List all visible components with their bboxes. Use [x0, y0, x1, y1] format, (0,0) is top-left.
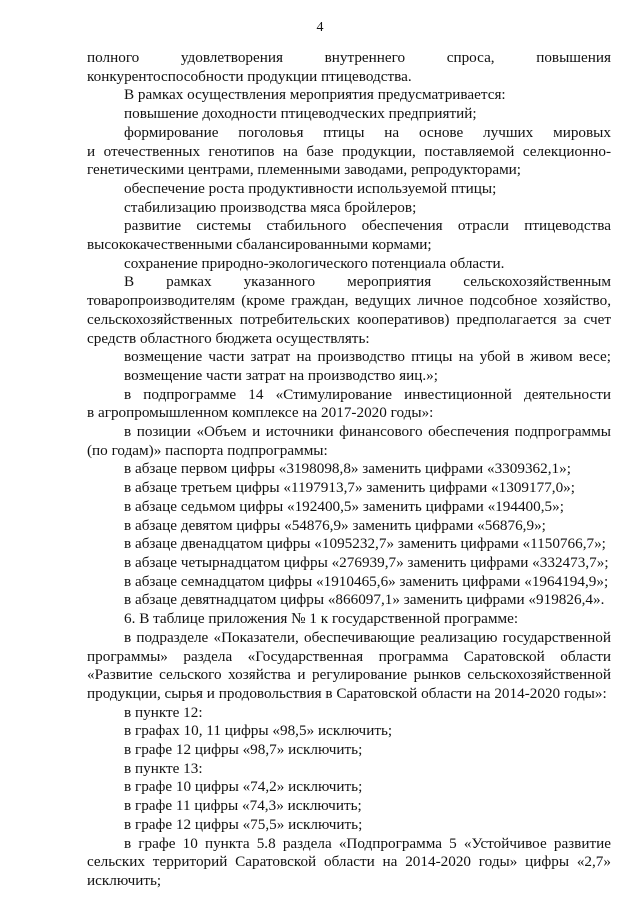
text-line: В рамках осуществления мероприятия предусматривается:	[124, 86, 506, 104]
page-number: 4	[316, 20, 324, 35]
text-line: возмещение части затрат на производство яиц.»;	[124, 366, 438, 384]
text-line: «Развитие сельского хозяйства и регулирование рынков сельскохозяйственной	[87, 666, 611, 684]
text-line: в графе 11 цифры «74,3» исключить;	[124, 797, 362, 815]
document-body	[87, 49, 611, 891]
text-line: в позиции «Объем и источники финансового обеспечения подпрограммы	[124, 423, 611, 441]
text-line: средств областного бюджета осуществлять:	[87, 329, 370, 347]
text-line: продукции, сырья и продовольствия в Саратовской области на 2014-2020 годы»:	[87, 684, 607, 702]
text-line: обеспечение роста продуктивности используемой птицы;	[124, 179, 497, 197]
text-line: в пункте 12:	[124, 703, 203, 721]
text-line: (по годам)» паспорта подпрограммы:	[87, 441, 328, 459]
text-line: повышение доходности птицеводческих предприятий;	[124, 105, 477, 123]
text-line: в пункте 13:	[124, 759, 203, 777]
text-line: в графе 10 пункта 5.8 раздела «Подпрограмма 5 «Устойчивое развитие	[124, 834, 611, 852]
text-line: сельских территорий Саратовской области на 2014-2020 годы» цифры «2,7»	[87, 853, 611, 871]
text-line: В рамках указанного мероприятия сельскохозяйственным	[124, 273, 611, 291]
text-line: в подразделе «Показатели, обеспечивающие реализацию государственной	[124, 628, 611, 646]
text-line: исключить;	[87, 871, 162, 889]
text-line: развитие системы стабильного обеспечения отрасли птицеводства	[124, 217, 611, 235]
text-line: и отечественных генотипов на базе продукции, поставляемой селекционно-	[87, 142, 611, 160]
text-line: формирование поголовья птицы на основе лучших мировых	[124, 123, 611, 141]
text-line: программы» раздела «Государственная программа Саратовской области	[87, 647, 611, 665]
text-line: в абзаце девятом цифры «54876,9» заменить цифрами «56876,9»;	[124, 516, 546, 534]
text-line: в абзаце двенадцатом цифры «1095232,7» заменить цифрами «1150766,7»;	[124, 535, 606, 553]
text-line: полного удовлетворения внутреннего спроса, повышения	[87, 49, 611, 66]
text-line: стабилизацию производства мяса бройлеров;	[124, 198, 417, 216]
text-line: высококачественными сбалансированными кормами;	[87, 236, 432, 254]
text-line: в агропромышленном комплексе на 2017-2020 годы»:	[87, 404, 434, 422]
text-line: в графе 12 цифры «98,7» исключить;	[124, 741, 363, 759]
text-line: сельскохозяйственных потребительских кооперативов) предполагается за счет	[87, 310, 611, 328]
text-line: в графе 12 цифры «75,5» исключить;	[124, 815, 363, 833]
text-line: в абзаце седьмом цифры «192400,5» заменить цифрами «194400,5»;	[124, 497, 564, 515]
text-line: в графе 10 цифры «74,2» исключить;	[124, 778, 363, 796]
text-line: возмещение части затрат на производство птицы на убой в живом весе;	[124, 348, 611, 366]
text-line: в абзаце девятнадцатом цифры «866097,1» заменить цифрами «919826,4».	[124, 591, 605, 609]
text-line: 6. В таблице приложения № 1 к государственной программе:	[124, 610, 519, 628]
text-line: сохранение природно-экологического потенциала области.	[124, 254, 505, 272]
text-line: конкурентоспособности продукции птицеводства.	[87, 67, 412, 85]
text-line: в абзаце семнадцатом цифры «1910465,6» заменить цифрами «1964194,9»;	[124, 572, 609, 590]
text-line: в абзаце четырнадцатом цифры «276939,7» заменить цифрами «332473,7»;	[124, 553, 609, 571]
text-line: в подпрограмме 14 «Стимулирование инвестиционной деятельности	[124, 385, 611, 403]
text-line: в графах 10, 11 цифры «98,5» исключить;	[124, 722, 393, 740]
text-line: в абзаце третьем цифры «1197913,7» заменить цифрами «1309177,0»;	[124, 479, 575, 497]
text-line: генетическими центрами, племенными заводами, репродукторами;	[87, 161, 522, 179]
text-line: в абзаце первом цифры «3198098,8» заменить цифрами «3309362,1»;	[124, 460, 571, 478]
text-line: товаропроизводителям (кроме граждан, ведущих личное подсобное хозяйство,	[87, 292, 611, 310]
